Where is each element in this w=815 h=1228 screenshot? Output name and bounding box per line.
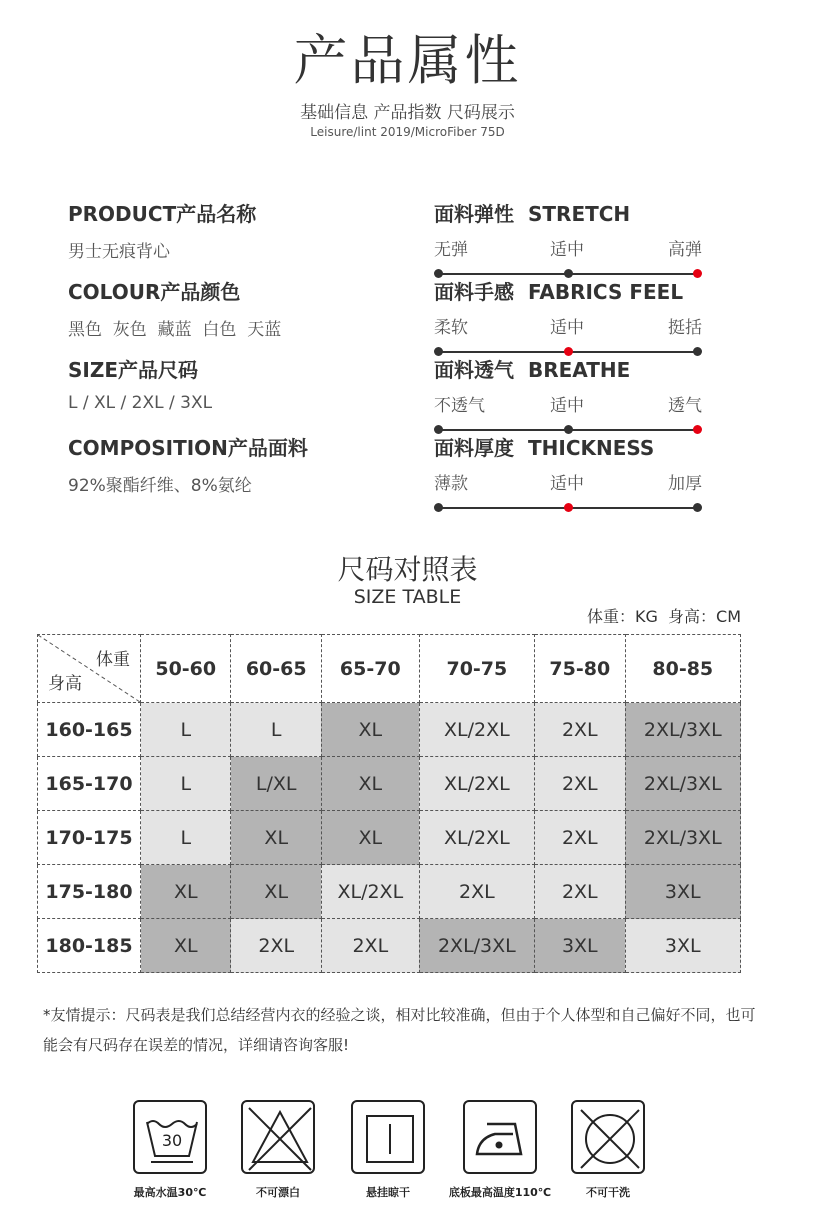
size-table-title: 尺码对照表	[337, 553, 478, 586]
scale-right: 透气	[668, 396, 702, 416]
row-header: 160-165	[38, 703, 141, 757]
scale-right: 加厚	[668, 474, 702, 494]
size-note: *友情提示：尺码表是我们总结经营内衣的经验之谈，相对比较准确，但由于个人体型和自己偏好不同，也可能会有尺码存在误差的情况，详细请咨询客服!	[43, 1006, 756, 1054]
attr-value: 男士无痕背心	[68, 242, 170, 262]
table-cell: 2XL	[231, 919, 321, 973]
table-cell: 2XL/3XL	[419, 919, 534, 973]
column-header: 65-70	[321, 635, 419, 703]
feel-fabrics	[434, 276, 702, 341]
column-header: 75-80	[535, 635, 625, 703]
table-cell: 2XL/3XL	[625, 811, 740, 865]
care-label: 最高水温30℃	[133, 1186, 207, 1199]
page-title: 产品属性	[293, 29, 522, 92]
table-cell: 2XL/3XL	[625, 703, 740, 757]
table-cell: XL/2XL	[419, 757, 534, 811]
table-cell: 3XL	[535, 919, 625, 973]
scale-mid: 适中	[550, 474, 584, 494]
table-cell: XL	[321, 811, 419, 865]
table-cell: 2XL	[535, 757, 625, 811]
iron-110-icon	[465, 1102, 539, 1176]
attr-label: COLOUR产品颜色	[68, 280, 241, 304]
feel-thickness	[434, 432, 702, 497]
column-header: 70-75	[419, 635, 534, 703]
attr-composition	[68, 432, 308, 496]
scale-right: 挺括	[668, 318, 702, 338]
scale-left: 薄款	[434, 474, 468, 494]
scale-right: 高弹	[668, 240, 702, 260]
scale-dot	[564, 503, 573, 512]
table-row	[38, 811, 741, 865]
row-header: 170-175	[38, 811, 141, 865]
scale-dot	[693, 503, 702, 512]
attr-value: L / XL / 2XL / 3XL	[68, 393, 213, 413]
feel-label-en: THICKNESS	[528, 436, 655, 460]
feel-label-cn: 面料透气	[434, 358, 514, 382]
table-row	[38, 919, 741, 973]
page-subtitle: 基础信息 产品指数 尺码展示	[300, 103, 515, 123]
table-cell: L	[141, 757, 231, 811]
attr-value: 92%聚酯纤维、8%氨纶	[68, 476, 252, 496]
scale-dot	[434, 503, 443, 512]
table-cell: XL	[321, 757, 419, 811]
size-table	[37, 634, 741, 973]
corner-weight: 体重	[96, 650, 130, 670]
care-label: 悬挂晾干	[366, 1186, 410, 1199]
table-corner	[38, 635, 141, 703]
row-header: 180-185	[38, 919, 141, 973]
size-table-units: 体重：KG 身高：CM	[586, 607, 741, 626]
table-header-row	[38, 635, 741, 703]
table-row	[38, 757, 741, 811]
attr-product	[68, 198, 256, 262]
hang-dry-icon	[353, 1102, 427, 1176]
table-cell: XL	[231, 811, 321, 865]
table-cell: 2XL	[535, 865, 625, 919]
feel-label-cn: 面料弹性	[434, 202, 514, 226]
wash-30-icon	[135, 1102, 209, 1176]
table-cell: 2XL/3XL	[625, 757, 740, 811]
care-label: 不可干洗	[586, 1186, 630, 1199]
feel-label-cn: 面料厚度	[434, 436, 514, 460]
table-row	[38, 865, 741, 919]
table-cell: XL	[231, 865, 321, 919]
scale-mid: 适中	[550, 240, 584, 260]
scale-mid: 适中	[550, 396, 584, 416]
table-cell: XL/2XL	[419, 703, 534, 757]
table-cell: XL	[321, 703, 419, 757]
table-cell: 3XL	[625, 919, 740, 973]
table-cell: XL	[141, 865, 231, 919]
care-dryclean	[538, 1100, 678, 1200]
no-dry-clean-icon	[573, 1102, 647, 1176]
attr-size	[68, 354, 212, 413]
wash-temp: 30	[161, 1131, 183, 1150]
scale-left: 柔软	[434, 318, 468, 338]
table-cell: XL	[141, 919, 231, 973]
table-cell: L	[141, 703, 231, 757]
table-cell: 3XL	[625, 865, 740, 919]
column-header: 80-85	[625, 635, 740, 703]
attr-colour	[68, 276, 281, 340]
table-cell: L	[231, 703, 321, 757]
attr-label: COMPOSITION产品面料	[68, 436, 308, 460]
feel-label-cn: 面料手感	[434, 280, 514, 304]
feel-label-en: BREATHE	[528, 358, 631, 382]
size-table-subtitle: SIZE TABLE	[353, 586, 462, 608]
care-label: 不可漂白	[256, 1186, 300, 1199]
table-cell: XL/2XL	[321, 865, 419, 919]
table-row	[38, 703, 741, 757]
care-label: 底板最高温度110℃	[448, 1186, 552, 1199]
scale-mid: 适中	[550, 318, 584, 338]
table-cell: XL/2XL	[419, 811, 534, 865]
column-header: 50-60	[141, 635, 231, 703]
table-cell: L	[141, 811, 231, 865]
feel-breathe	[434, 354, 702, 419]
table-cell: 2XL	[535, 703, 625, 757]
no-bleach-icon	[243, 1102, 317, 1176]
row-header: 165-170	[38, 757, 141, 811]
table-cell: 2XL	[535, 811, 625, 865]
corner-height: 身高	[48, 674, 82, 694]
attr-value: 黑色 灰色 藏蓝 白色 天蓝	[68, 320, 282, 340]
row-header: 175-180	[38, 865, 141, 919]
attr-label: PRODUCT产品名称	[68, 202, 257, 226]
feel-stretch	[434, 198, 702, 263]
feel-label-en: STRETCH	[528, 202, 631, 226]
page-subtitle-en: Leisure/lint 2019/MicroFiber 75D	[310, 125, 505, 139]
column-header: 60-65	[231, 635, 321, 703]
table-cell: L/XL	[231, 757, 321, 811]
table-cell: 2XL	[321, 919, 419, 973]
feel-label-en: FABRICS FEEL	[528, 280, 684, 304]
attr-label: SIZE产品尺码	[68, 358, 199, 382]
scale-left: 无弹	[434, 240, 468, 260]
table-cell: 2XL	[419, 865, 534, 919]
scale-left: 不透气	[434, 396, 485, 416]
